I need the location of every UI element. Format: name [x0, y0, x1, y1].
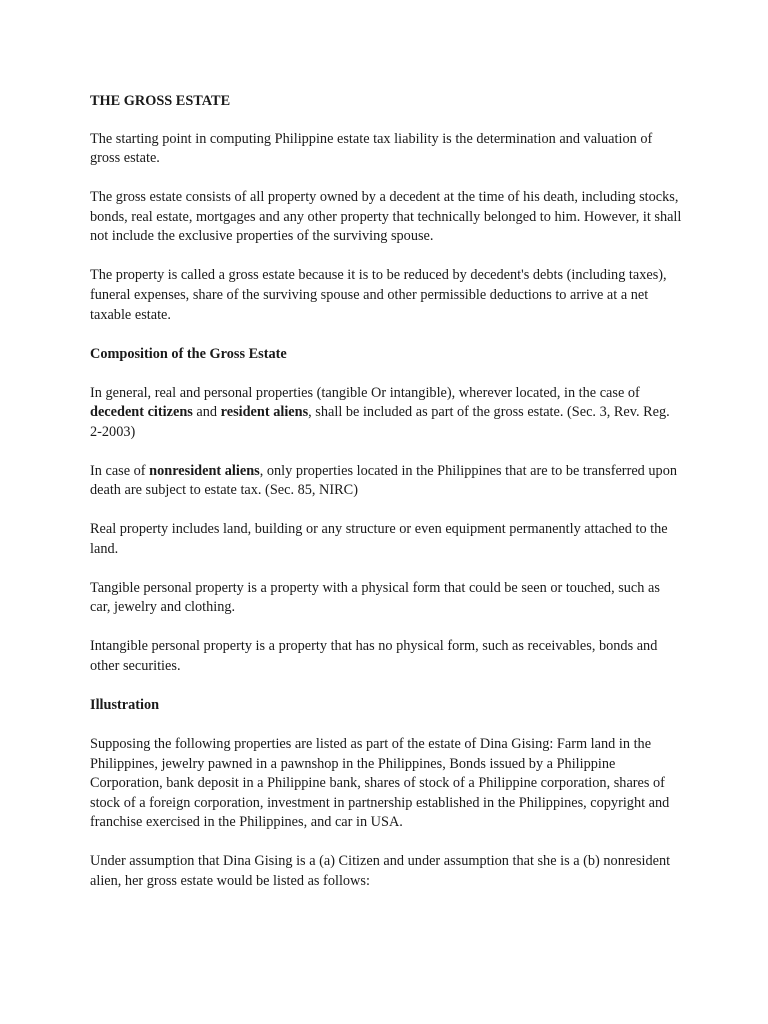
paragraph-gross-estate-definition: The gross estate consists of all property owned by a decedent at the time of his death, including stocks, bonds, real estate, mortgages and any other property that technically belonged to him. However, it shall not include the exclusive properties of the surviving spouse. — [90, 189, 682, 245]
text-segment: and — [192, 404, 221, 421]
paragraph-tangible-property: Tangible personal property is a property with a physical form that could be seen or touched, such as car, jewelry and clothing. — [90, 579, 660, 616]
document-title: THE GROSS ESTATE — [90, 93, 231, 109]
paragraph-starting-point: The starting point in computing Philippine estate tax liability is the determination and valuation of gross estate. — [90, 130, 653, 167]
paragraph-real-property: Real property includes land, building or any structure or even equipment permanently attached to the land. — [90, 521, 668, 557]
paragraph-nonresident-aliens — [90, 462, 682, 501]
paragraph-citizens-residents — [90, 384, 682, 443]
heading-illustration: Illustration — [90, 696, 160, 713]
heading-composition: Composition of the Gross Estate — [90, 345, 287, 362]
text-segment: , shall be included as part of the gross estate. (Sec. 3, Rev. Reg. 2-2003) — [90, 404, 670, 440]
text-segment: , only properties located in the Philippines that are to be transferred upon death are subject to estate tax. (Sec. 85, NIRC) — [90, 462, 677, 499]
paragraph-why-gross-estate: The property is called a gross estate because it is to be reduced by decedent's debts (including taxes), funeral expenses, share of the surviving spouse and other permissible deductions to arrive at a net taxable estate. — [90, 267, 667, 323]
paragraph-assumption: Under assumption that Dina Gising is a (a) Citizen and under assumption that she is a (b) nonresident alien, her gross estate would be listed as follows: — [90, 853, 671, 889]
document-page — [90, 92, 682, 911]
bold-nonresident-aliens: nonresident aliens — [149, 462, 260, 479]
paragraph-intangible-property: Intangible personal property is a property that has no physical form, such as receivables, bonds and other securities. — [90, 638, 658, 674]
text-segment: In general, real and personal properties (tangible Or intangible), wherever located, in the case of — [90, 384, 640, 401]
bold-decedent-citizens: decedent citizens — [90, 404, 193, 421]
text-segment: In case of — [90, 462, 150, 479]
bold-resident-aliens: resident aliens — [220, 404, 309, 421]
paragraph-illustration-list: Supposing the following properties are listed as part of the estate of Dina Gising: Farm land in the Philippines, jewelry pawned in a pawnshop in the Philippines, Bonds issued by a Philippine Corporation, bank deposit in a Philippine bank, shares of stock of a Philippine corporation, shares of stock of a foreign corporation, investment in partnership established in the Philippines, copyright and franchise exercised in the Philippines, and car in USA. — [90, 735, 670, 831]
